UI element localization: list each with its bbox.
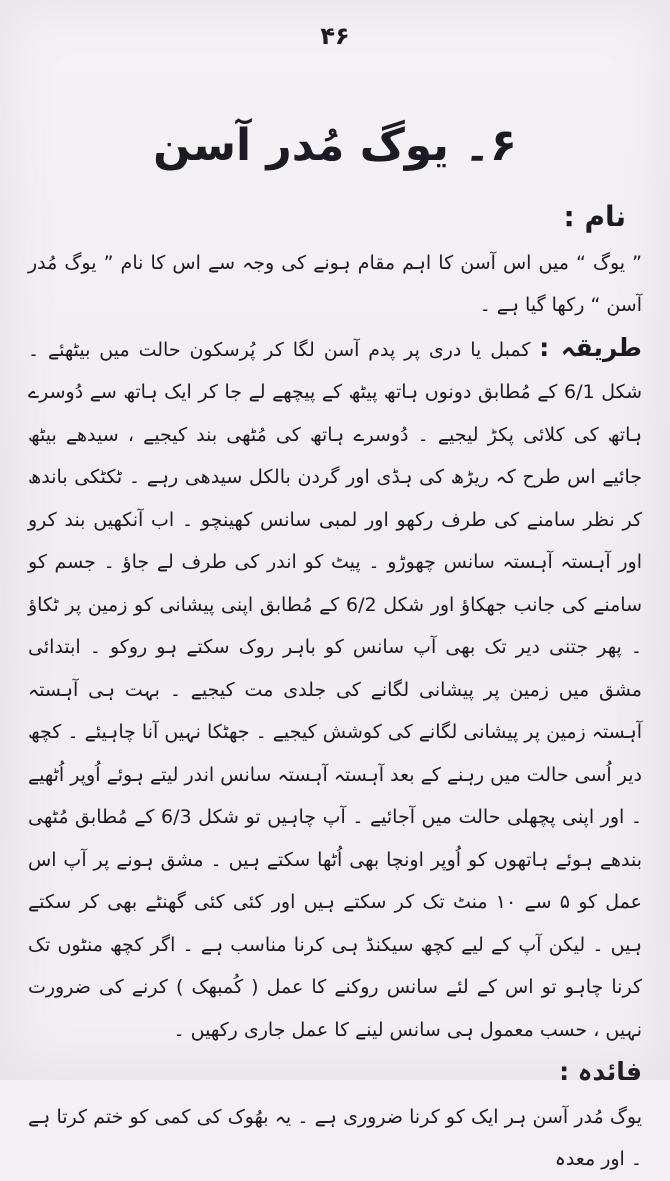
section-method-heading: طریقہ : xyxy=(539,332,642,362)
section-name xyxy=(28,196,642,327)
section-name-text: ” یوگ “ میں اس آسن کا اہم مقام ہونے کی وجہ سے اس کا نام ” یوگ مُدر آسن “ رکھا گیا ہے ۔ xyxy=(28,251,642,316)
page-title: ۶۔ یوگ مُدر آسن xyxy=(153,120,517,171)
section-method-text: کمبل یا دری پر پدم آسن لگا کر پُرسکون حالت میں بیٹھئے ۔ شکل 6/1 کے مُطابق دونوں ہاتھ پیٹھ کے پیچھے لے جا کر ایک ہاتھ سے دُوسرے ہاتھ کی کلائی پکڑ لیجیے ۔ دُوسرے ہاتھ کی مُٹھی بند کیجیے ، سیدھے بیٹھ جائیے اس طرح کہ ریڑھ کی ہڈی اور گردن بالکل سیدھی رہے ۔ ٹکٹکی باندھ کر نظر سامنے کی طرف رکھو اور لمبی سانس کھینچو ۔ اب آنکھیں بند کرو اور آہستہ آہستہ سانس چھوڑو ۔ پیٹ کو اندر کی طرف لے جاؤ ۔ جسم کو سامنے کی جانب جھکاؤ اور شکل 6/2 کے مُطابق اپنی پیشانی کو زمین پر ٹکاؤ ۔ پھر جتنی دیر تک بھی آپ سانس کو باہر روک سکتے ہو روکو ۔ ابتدائی مشق میں زمین پر پیشانی لگانے کی جلدی مت کیجیے ۔ بہت ہی آہستہ آہستہ زمین پر پیشانی لگانے کی کوشش کیجیے ۔ جھٹکا نہیں آنا چاہیئے ۔ کچھ دیر اُسی حالت میں رہنے کے بعد آہستہ آہستہ سانس اندر لیتے ہوئے اُوپر اُٹھیے ۔ اور اپنی پچھلی حالت میں آجائیے ۔ آپ چاہیں تو شکل 6/3 کے مُطابق مُٹھی بندھے ہوئے ہاتھوں کو اُوپر اونچا بھی اُٹھا سکتے ہیں ۔ مشق ہونے پر آپ اس عمل کو ۵ سے ۱۰ منٹ تک کر سکتے ہیں اور کئی کئی گھنٹے بھی کر سکتے ہیں ۔ لیکن آپ کے لیے کچھ سیکنڈ ہی کرنا مناسب ہے ۔ اگر کچھ منٹوں تک کرنا چاہو تو اس کے لئے سانس روکنے کا عمل ( کُمبھک ) کرنے کی ضرورت نہیں ، حسب معمول ہی سانس لینے کا عمل جاری رکھیں ۔ xyxy=(28,338,643,1041)
section-method xyxy=(28,327,642,1052)
section-benefit xyxy=(28,1051,642,1181)
page-number: ۴۶ xyxy=(320,22,350,50)
section-benefit-heading: فائدہ : xyxy=(559,1057,642,1086)
page-body xyxy=(28,196,643,1170)
section-name-heading: نام : xyxy=(563,200,626,233)
section-benefit-text: یوگ مُدر آسن ہر ایک کو کرنا ضروری ہے ۔ یہ بھُوک کی کمی کو ختم کرتا ہے ۔ اور معدہ xyxy=(28,1105,642,1170)
